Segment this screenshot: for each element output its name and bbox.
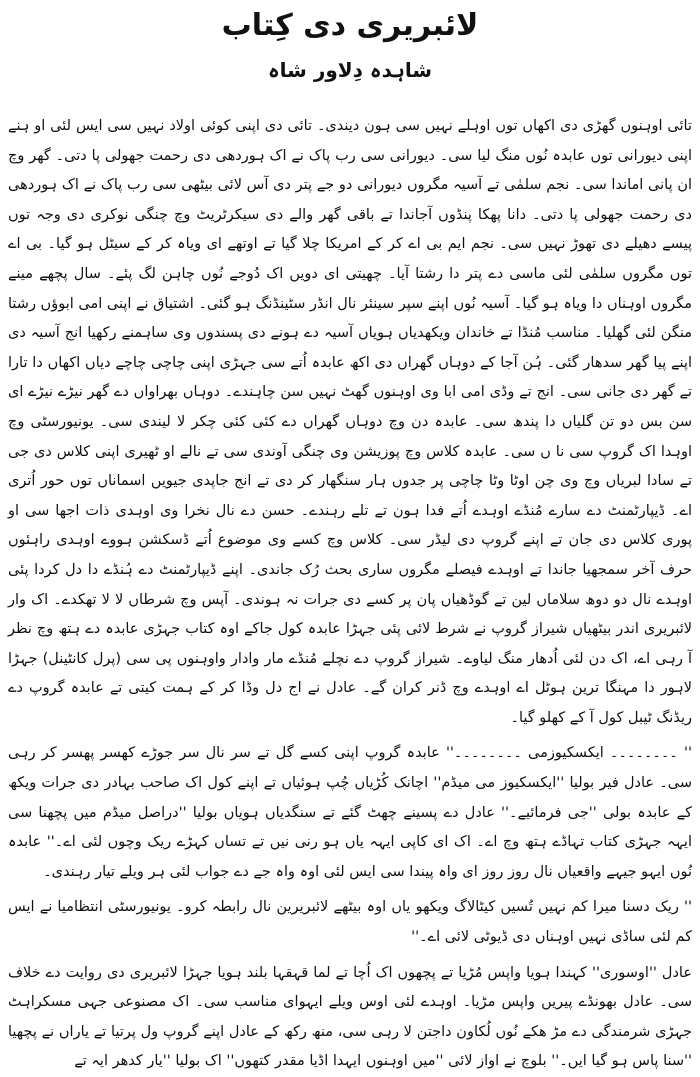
paragraph: عادل ''اوسوری'' کہندا ہویا واپس مُڑیا تے پچھوں اک اُچا تے لما قہقہا بلند ہویا جہڑا لائبریری دی روایت دے خلاف سی۔ عادل بھونڈے پیریں واپس مڑیا۔ اوہدے لئی اوس ویلے ایہوای مناسب سی۔ اک مصنوعی جہی مسکراہٹ جہڑی شرمندگی دے مڑ ھکے نُوں لُکاون داجتن لا رہی سی، منھ رکھ کے عادل اپنے گروپ ول پرتیا تے یاراں نے پچھیا ''سنا پاس ہو گیا ایں۔'' بلوچ نے اواز لائی ''میں اوہنوں ایہدا اڈیا مقدر کتھوں'' اک بولیا ''یار کدھر ایہ تے <box>8 964 692 1070</box>
paragraph: تائی اوہنوں گھڑی دی اکھاں توں اوہلے نہیں سی ہون دیندی۔ تائی دی اپنی کوئی اولاد نہیں سی ایس لئی او ہنے اپنی دیورانی توں عابدہ نُوں منگ لیا سی۔ دیورانی سی رب پاک نے اک ہوردھی دی رحمت جھولی پا دتی۔ گھر وچ ان پانی اماندا سی۔ نجم سلمٰی تے آسیہ مگروں دیورانی دو جے پتر دی آس لائی بیٹھی سی رب پاک نے اک ہوردھی دی رحمت جھولی پا دتی۔ دانا پھکا پنڈوں آجاندا تے باقی گھر والے دی سیکرٹریٹ وچ چنگی نوکری دی وجہ توں پیسے دھیلے دی تھوڑ نہیں سی۔ نجم ایم بی اے کر کے امریکا چلا گیا تے اوتھے ای ویاہ کر کے سیٹل ہو گیا۔ بی اے توں مگروں سلمٰی لئی ماسی دے پتر دا رشتا آیا۔ چھیتی ای دویں اک دُوجے نُوں چاہن لگ پئے۔ سال پچھے مینے مگروں اوہناں دا ویاہ ہو گیا۔ آسیہ نُوں اپنے سپر سینئر نال انڈر سٹینڈنگ ہو گئی۔ اشتیاق نے اپنی امی ابوؤں رشتا منگن لئی گھلیا۔ مناسب مُنڈا تے خاندان ویکھدیاں ہویاں آسیہ دے ہونے دی پسندوں وی ساہمنے رکھیا انج آسیہ دی اپنے پیا گھر سدھار گئی۔ ہُن آجا کے دوہاں گھراں دی اکھ عابدہ اُتے سی جہڑی اپنی چاچی چاچے دیاں اکھاں دا تارا تے گھر دی جانی سی۔ انج تے وڈی امی ابا وی اوہنوں گھٹ نہیں سن چاہندے۔ دوہاں بھراواں دے گھر نیڑے نیڑے ای سن بس دو تن گلیاں دا پندھ سی۔ عابدہ دن وچ دوہاں گھراں دے کئی کئی چکر لا لیندی سی۔ یونیورسٹی وچ اوہدا اک گروپ سی نا ں سی۔ عابدہ کلاس وچ پوزیشن وی چنگی آوندی سی تے نالے او ٹھیری اپنی کلاس دی جی تے سادا لبریاں وچ وی چن اوٹا وٹا چاچی پر جدوں ہار سنگھار کر دی تے انج جاپدی جیویں اسماناں توں حور اُتری اے۔ ڈیپارٹمنٹ دے سارے مُنڈے اوہدے اُتے فدا ہون تے تلے رہندے۔ حسن دے نال نخرا وی اوہدی ذات اجھا سی او پوری کلاس دی جان تے اپنے گروپ دی لیڈر سی۔ کلاس وچ کسے وی موضوع اُتے ڈسکشن ہووے اوہدی راہئوں حرف آخر سمجھیا جاندا تے اوہدے فیصلے مگروں ساری بحث رُک جاندی۔ اپنے ڈیپارٹمنٹ دے ہُنڈے دا دل کردا پئی اوہدے نال دو دوھ سلاماں لین تے گوڈھیاں پان پر کسے دی جرات نہ ہوندی۔ آپس وچ شرطاں لا لا تھکدے۔ اک وار لائبریری اندر بیٹھیاں شیراز گروپ نے شرط لائی پئی جہڑا عابدہ کول جاکے اوہ کتاب جہڑی عابدہ دے ہتھ وچ نظر آ رہی اے، اک دن لئی اُدھار منگ لیاوے۔ شیراز گروپ دے نچلے مُنڈے مار وادار واوہنوں پی سی (پرل کانٹینل) جہڑا لاہور دا مہنگا ترین ہوٹل اے اوہدے وچ ڈنر کران گے۔ عادل نے اج دل وڈا کر کے ہمت کیتی تے عابدہ گروپ دے ریڈنگ ٹیبل کول آ کے کھلو گیا۔ <box>8 118 692 726</box>
paragraph: '' ریک دسنا میرا کم نہیں تُسیں کیٹالاگ ویکھو یاں اوہ بیٹھے لائبریرین نال رابطہ کرو۔ یونیورسٹی انتظامیا نے ایس کم لئی ساڈی نہیں اوہناں دی ڈیوٹی لائی اے۔'' <box>8 899 692 946</box>
paragraph: '' ۔۔۔۔۔۔۔۔ ایکسکیوزمی ۔۔۔۔۔۔۔۔'' عابدہ گروپ اپنی کسے گل تے سر نال سر جوڑے کھسر پھسر کر رہی سی۔ عادل فیر بولیا ''ایکسکیوز می میڈم'' اچانک کُڑیاں چُپ ہوئیاں تے اپنے کول اک صاحب بہادر دی جرات ویکھ کے عابدہ بولی ''جی فرمائیے۔'' عادل دے پسینے چھٹ گئے تے سنگدیاں ہویاں بولیا ''دراصل میڈم میں پچھنا سی ایہہ جہڑی کتاب تہاڈے ہتھ وچ اے۔ اک ای کاپی ایہہ یاں ہو رنی نیں تے تساں کہڑے ریک وچوں لئی اے۔'' عابدہ نُوں ایہو جیہے واقعیاں نال روز روز ای واہ پیندا سی ایس لئی اوہ واہ جے دے جواب لئی ہر ویلے تیار رہندی۔ <box>8 745 692 880</box>
page-title: لائبریری دی کِتاب <box>221 8 479 43</box>
author-name: شاہدہ دِلاور شاہ <box>267 58 433 82</box>
story-body <box>8 112 692 1077</box>
